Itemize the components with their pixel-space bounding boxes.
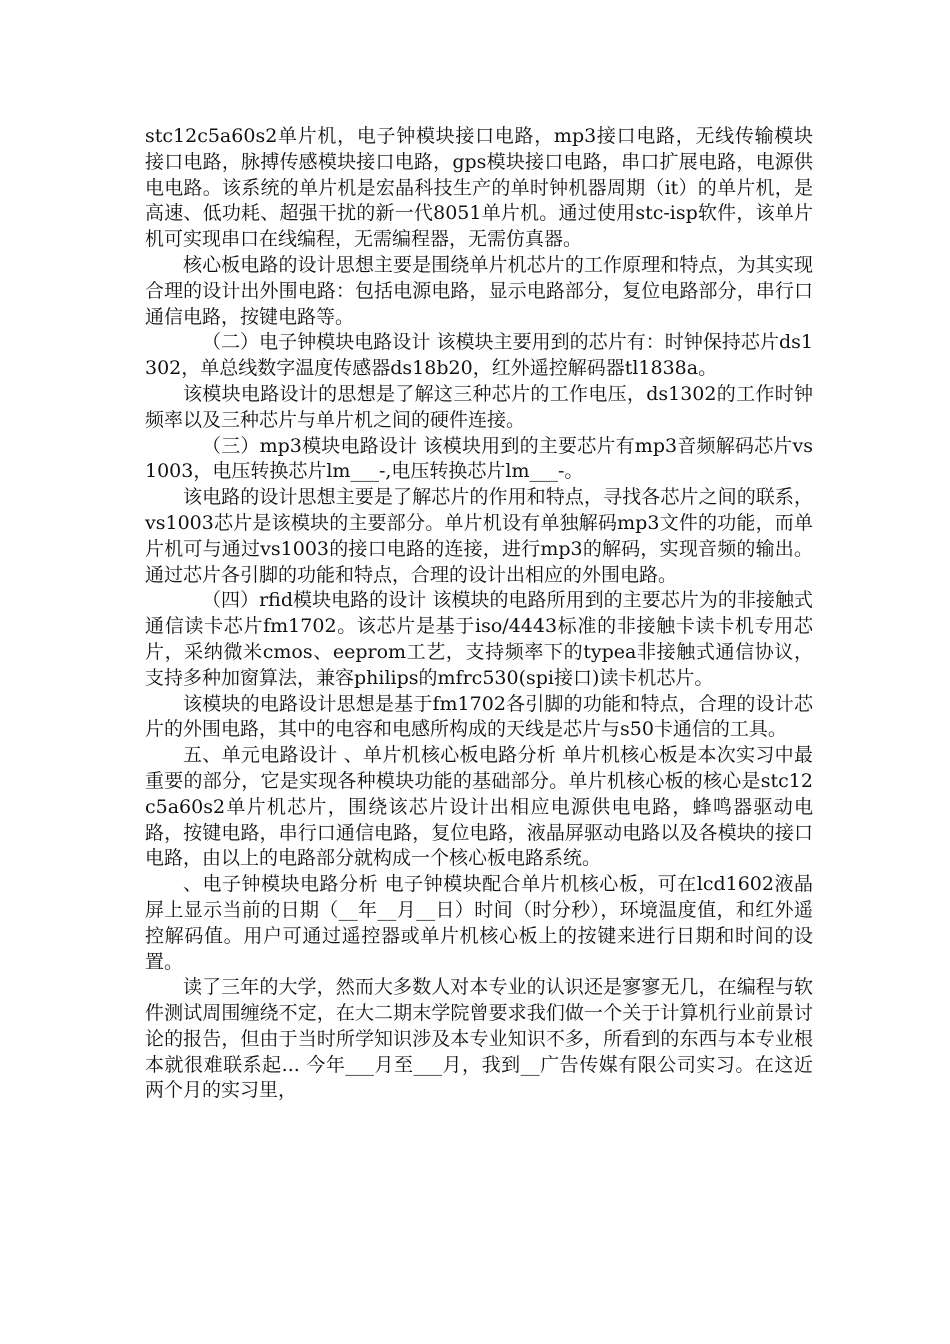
paragraph-rfid-module-idea: 该模块的电路设计思想是基于fm1702各引脚的功能和特点，合理的设计芯片的外围电路，其中的电容和电感所构成的天线是芯片与s50卡通信的工具。 (145, 692, 813, 741)
document-body (145, 124, 813, 1104)
paragraph-mp3-module-design: （三）mp3模块电路设计 该模块用到的主要芯片有mp3音频解码芯片vs1003，电压转换芯片lm___-,电压转换芯片lm___-。 (145, 434, 813, 483)
paragraph-internship-intro: 读了三年的大学，然而大多数人对本专业的认识还是寥寥无几，在编程与软件测试周围缠绕不定，在大二期末学院曾要求我们做一个关于计算机行业前景讨论的报告，但由于当时所学知识涉及本专业知识不多，所看到的东西与本专业根本就很难联系起... 今年___月至___月，我到__广告传媒有限公司实习。在这近两个月的实习里， (145, 976, 813, 1102)
paragraph-mp3-module-idea: 该电路的设计思想主要是了解芯片的作用和特点，寻找各芯片之间的联系，vs1003芯片是该模块的主要部分。单片机设有单独解码mp3文件的功能，而单片机可与通过vs1003的接口电路的连接，进行mp3的解码，实现音频的输出。通过芯片各引脚的功能和特点，合理的设计出相应的外围电路。 (145, 486, 813, 586)
paragraph-clock-module-design: （二）电子钟模块电路设计 该模块主要用到的芯片有：时钟保持芯片ds1302，单总线数字温度传感器ds18b20，红外遥控解码器tl1838a。 (145, 331, 813, 380)
paragraph-core-board-design: 核心板电路的设计思想主要是围绕单片机芯片的工作原理和特点，为其实现合理的设计出外围电路：包括电源电路，显示电路部分，复位电路部分，串行口通信电路，按键电路等。 (145, 253, 813, 328)
paragraph-clock-module-analysis: 、电子钟模块电路分析 电子钟模块配合单片机核心板，可在lcd1602液晶屏上显示当前的日期（__年__月__日）时间（时分秒），环境温度值，和红外遥控解码值。用户可通过遥控器或单片机核心板上的按键来进行日期和时间的设置。 (145, 873, 813, 973)
paragraph-rfid-module-design: （四）rfid模块电路的设计 该模块的电路所用到的主要芯片为的非接触式通信读卡芯片fm1702。该芯片是基于iso/4443标准的非接触卡读卡机专用芯片，采纳微米cmos、eeprom工艺，支持频率下的typea非接触式通信协议， 支持多种加窗算法，兼容philips的mfrc530(spi接口)读卡机芯片。 (145, 589, 813, 689)
paragraph-unit-circuit-design: 五、单元电路设计 、单片机核心板电路分析 单片机核心板是本次实习中最重要的部分，它是实现各种模块功能的基础部分。单片机核心板的核心是stc12c5a60s2单片机芯片，围绕该芯片设计出相应电源供电电路，蜂鸣器驱动电路，按键电路，串行口通信电路，复位电路，液晶屏驱动电路以及各模块的接口电路，由以上的电路部分就构成一个核心板电路系统。 (145, 744, 813, 870)
paragraph-clock-module-idea: 该模块电路设计的思想是了解这三种芯片的工作电压，ds1302的工作时钟频率以及三种芯片与单片机之间的硬件连接。 (145, 382, 813, 431)
paragraph-system-overview: stc12c5a60s2单片机，电子钟模块接口电路，mp3接口电路，无线传输模块接口电路，脉搏传感模块接口电路，gps模块接口电路，串口扩展电路，电源供电电路。该系统的单片机是宏晶科技生产的单时钟机器周期（it）的单片机，是高速、低功耗、超强干扰的新一代8051单片机。通过使用stc-isp软件，该单片机可实现串口在线编程，无需编程器，无需仿真器。 (145, 125, 813, 251)
